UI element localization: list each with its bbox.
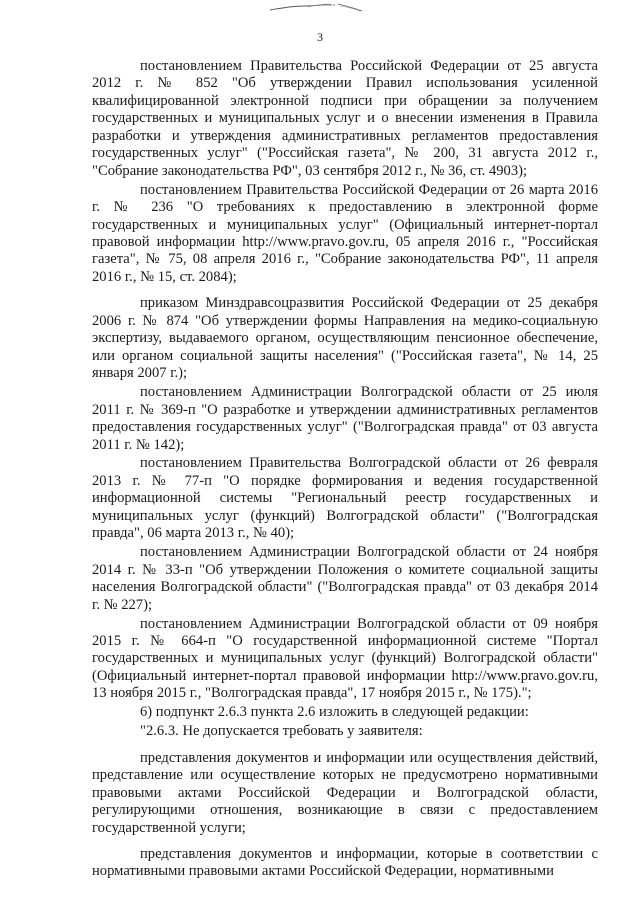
scan-artifact-mark [268, 2, 364, 12]
paragraph-subpoint-6: 6) подпункт 2.6.3 пункта 2.6 изложить в следующей редакции: [140, 704, 529, 721]
document-body [92, 58, 598, 881]
paragraph-resolution-852: постановлением Правительства Российской Федерации от 25 августа 2012 г. № 852 "Об утверждении Правил использования усиленной квалифицированной электронной подписи при обращении за получением государственных и муниципальных услуг и о внесении изменения в Правила разработки и утверждения административных регламентов предоставления государственных услуг" ("Российская газета", № 200, 31 августа 2012 г., "Собрание законодательства РФ", 03 сентября 2012 г., № 36, ст. 4903); [92, 58, 598, 179]
paragraph-resolution-369p: постановлением Администрации Волгоградской области от 25 июля 2011 г. № 369-п "О разработке и утверждении административных регламентов предоставления государственных услуг" ("Волгоградская правда" от 03 августа 2011 г. № 142); [92, 384, 598, 453]
page-number: 3 [317, 30, 323, 44]
paragraph-resolution-77p: постановлением Правительства Волгоградской области от 26 февраля 2013 г. № 77-п "О порядке формирования и ведения государственной информационной системы "Региональный реестр государственных и муниципальных услуг (функций) Волгоградской области" ("Волгоградская правда", 06 марта 2013 г., № 40); [92, 455, 598, 542]
paragraph-requirement-2: представления документов и информации, которые в соответствии с нормативными правовыми актами Российской Федерации, нормативными [92, 845, 598, 880]
paragraph-resolution-33p: постановлением Администрации Волгоградской области от 24 ноября 2014 г. № 33-п "Об утверждении Положения о комитете социальной защиты населения Волгоградской области" ("Волгоградская правда" от 03 декабря 2014 г. № 227); [92, 544, 598, 613]
paragraph-resolution-236: постановлением Правительства Российской Федерации от 26 марта 2016 г. № 236 "О требованиях к предоставлению в электронной форме государственных и муниципальных услуг" (Официальный интернет-портал правовой информации http://www.pravo.gov.ru, 05 апреля 2016 г., "Российская газета", № 75, 08 апреля 2016 г., "Собрание законодательства РФ", 11 апреля 2016 г., № 15, ст. 2084); [92, 181, 598, 285]
paragraph-order-874: приказом Минздравсоцразвития Российской Федерации от 25 декабря 2006 г. № 874 "Об утверждении формы Направления на медико-социальную экспертизу, выдаваемого органом, осуществляющим пенсионное обеспечение, или органом социальной защиты населения" ("Российская газета", № 14, 25 января 2007 г.); [92, 295, 598, 382]
paragraph-requirement-1: представления документов и информации или осуществления действий, представление или осуществление которых не предусмотрено нормативными правовыми актами Российской Федерации и Волгоградской области, регулирующими отношения, возникающие в связи с предоставлением государственной услуги; [92, 749, 598, 836]
paragraph-2-6-3-heading: "2.6.3. Не допускается требовать у заявителя: [140, 723, 423, 740]
paragraph-resolution-664p: постановлением Администрации Волгоградской области от 09 ноября 2015 г. № 664-п "О государственной информационной системе "Портал государственных и муниципальных услуг (функций) Волгоградской области" (Официальный интернет-портал правовой информации http://www.pravo.gov.ru, 13 ноября 2015 г., "Волгоградская правда", 17 ноября 2015 г., № 175)."; [92, 615, 598, 702]
